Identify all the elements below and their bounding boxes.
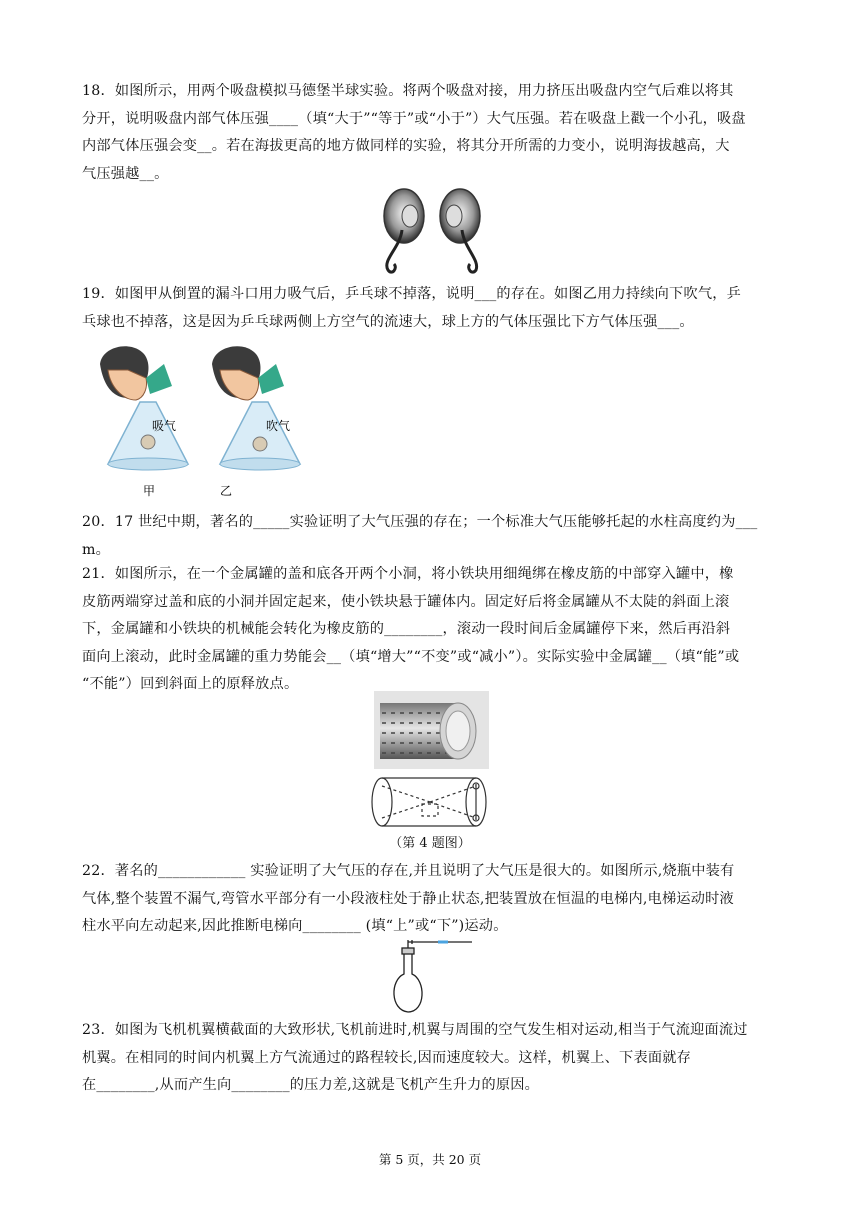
- label-chuiqi: 吹气: [266, 419, 291, 433]
- q20-line-2: m。: [82, 541, 111, 558]
- q19-line-1: 19．如图甲从倒置的漏斗口用力吸气后，乒乓球不掉落，说明___的存在。如图乙用力持续向下吹气，乒: [82, 286, 741, 302]
- q23-line-3: 在________,从而产生向________的压力差,这就是飞机产生升力的原因。: [82, 1077, 540, 1093]
- question-21: [82, 561, 780, 699]
- left-suction-cup: [384, 189, 424, 272]
- q21-line-4: 面向上滚动，此时金属罐的重力势能会__（填“增大”“不变”或“减小”）。实际实验中金属罐__（填“能”或: [82, 648, 740, 665]
- q18-line-3: 内部气体压强会变__。若在海拔更高的地方做同样的实验，将其分开所需的力变小，说明海拔越高，大: [82, 138, 730, 154]
- q21-line-3: 下，金属罐和小铁块的机械能会转化为橡皮筋的________，滚动一段时间后金属罐停下来，然后再沿斜: [82, 621, 731, 637]
- q20-line-1: 20．17 世纪中期，著名的_____实验证明了大气压强的存在；一个标准大气压能够托起的水柱高度约为___: [82, 514, 758, 530]
- flask-figure: [386, 940, 474, 1016]
- q23-line-1: 23．如图为飞机机翼横截面的大致形状,飞机前进时,机翼与周围的空气发生相对运动,相当于气流迎面流过: [82, 1022, 748, 1038]
- q18-line-4: 气压强越__。: [82, 165, 169, 182]
- suction-cups-figure: [372, 188, 492, 276]
- q23-line-2: 机翼。在相同的时间内机翼上方气流通过的路程较长,因而速度较大。这样，机翼上、下表面就存: [82, 1049, 691, 1066]
- q21-line-5: “不能”）回到斜面上的原释放点。: [82, 676, 299, 692]
- q18-line-1: 18．如图所示，用两个吸盘模拟马德堡半球实验。将两个吸盘对接，用力挤压出吸盘内空气后难以将其: [82, 83, 734, 99]
- person-yi: [212, 346, 300, 498]
- label-xiqi: 吸气: [152, 419, 177, 433]
- question-22: [82, 858, 780, 941]
- q22-line-1: 22．著名的____________ 实验证明了大气压的存在,并且说明了大气压是很大的。如图所示,烧瓶中装有: [82, 863, 735, 879]
- label-jia: 甲: [143, 484, 156, 498]
- q18-line-2: 分开，说明吸盘内部气体压强____（填“大于”“等于”或“小于”）大气压强。若在吸盘上戳一个小孔，吸盘: [82, 110, 746, 127]
- funnel-breathing-figure: [88, 340, 310, 502]
- q22-line-3: 柱水平向左动起来,因此推断电梯向________ (填“上”或“下”)运动。: [82, 918, 508, 934]
- question-23: [82, 1017, 780, 1100]
- page-footer: 第 5 页，共 20 页: [378, 1152, 482, 1167]
- person-jia: [100, 346, 188, 498]
- q21-line-2: 皮筋两端穿过盖和底的小洞并固定起来，使小铁块悬于罐体内。固定好后将金属罐从不太陡的斜面上滚: [82, 593, 730, 610]
- question-19: [82, 281, 780, 336]
- figure-caption: （第 4 题图）: [389, 836, 471, 851]
- q19-line-2: 乓球也不掉落，这是因为乒乓球两侧上方空气的流速大，球上方的气体压强比下方气体压强___。: [82, 313, 694, 330]
- metal-can-photo: [374, 691, 489, 769]
- q22-line-2: 气体,整个装置不漏气,弯管水平部分有一小段液柱处于静止状态,把装置放在恒温的电梯内,电梯运动时液: [82, 890, 734, 907]
- q21-line-1: 21．如图所示，在一个金属罐的盖和底各开两个小洞，将小铁块用细绳绑在橡皮筋的中部穿入罐中，橡: [82, 566, 734, 582]
- question-18: [82, 78, 780, 188]
- label-yi: 乙: [220, 484, 233, 498]
- right-suction-cup: [440, 189, 480, 272]
- metal-can-diagram: [368, 774, 494, 830]
- question-20: [82, 509, 780, 564]
